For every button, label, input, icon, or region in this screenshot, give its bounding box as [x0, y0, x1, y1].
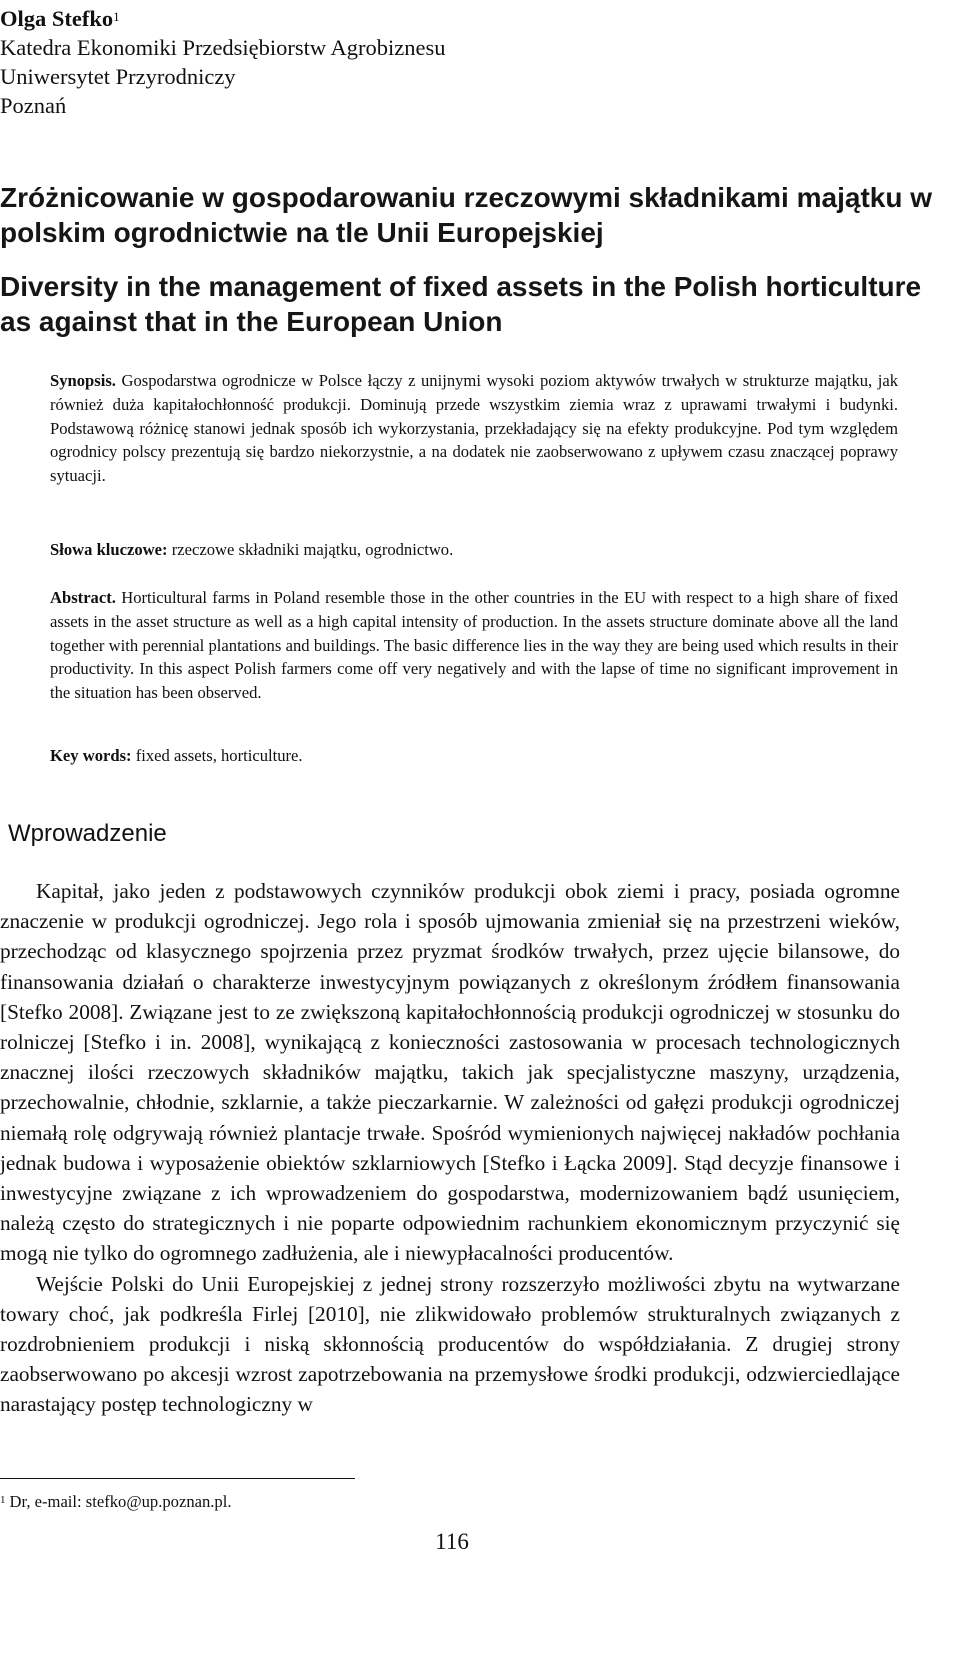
- abstract-label: Abstract.: [50, 588, 116, 607]
- keywords-english-text: fixed assets, horticulture.: [135, 746, 303, 765]
- page-number: 116: [435, 1529, 469, 1554]
- footnote: [0, 1491, 231, 1513]
- keywords-polish: [50, 538, 898, 562]
- synopsis-label: Synopsis.: [50, 371, 116, 390]
- keywords-polish-label: Słowa kluczowe:: [50, 540, 168, 559]
- footnote-separator: [0, 1478, 355, 1479]
- synopsis: [50, 369, 898, 488]
- author-university: Uniwersytet Przyrodniczy: [0, 64, 236, 89]
- abstract-text: Horticultural farms in Poland resemble those in the other countries in the EU with respect to a high share of fixed assets in the asset structure as well as a high capital intensity of production. In the assets structure dominate above all the land together with perennial plantations and buildings. The basic difference lies in the way they are being used which results in their productivity. In this aspect Polish farmers come off very negatively and with the lapse of time no significant improvement in the situation has been observed.: [50, 588, 898, 703]
- keywords-polish-text: rzeczowe składniki majątku, ogrodnictwo.: [171, 540, 454, 559]
- author-name: Olga Stefko: [0, 6, 114, 31]
- paragraph-2: Wejście Polski do Unii Europejskiej z jednej strony rozszerzyło możliwości zbytu na wytwarzane towary choć, jak podkreśla Firlej [2010], nie zlikwidowało problemów strukturalnych związanych z rozdrobnieniem produkcji i niską skłonnością producentów do współdziałania. Z drugiej strony zaobserwowano po akcesji wzrost zapotrzebowania na przemysłowe środki produkcji, odzwierciedlające narastający postęp technologiczny w: [0, 1271, 900, 1417]
- titles-block: [0, 180, 960, 339]
- footnote-text: Dr, e-mail: stefko@up.poznan.pl.: [9, 1492, 232, 1511]
- footnote-mark: 1: [0, 1494, 6, 1506]
- title-english: Diversity in the management of fixed assets in the Polish horticulture as against that in the European Union: [0, 271, 922, 337]
- body-text: [0, 876, 900, 1420]
- keywords-english: [50, 744, 898, 768]
- title-polish: Zróżnicowanie w gospodarowaniu rzeczowymi składnikami majątku w polskim ogrodnictwie na tle Unii Europejskiej: [0, 182, 932, 248]
- synopsis-text: Gospodarstwa ogrodnicze w Polsce łączy z unijnymi wysoki poziom aktywów trwałych w strukturze majątku, jak również duża kapitałochłonność produkcji. Dominują przede wszystkim ziemia wraz z uprawami trwałymi i budynki. Podstawową różnicę stanowi jednak sposób ich wykorzystania, przekładający się na efekty produkcyjne. Pod tym względem ogrodnicy polscy prezentują się bardzo niekorzystnie, a na dodatek nie zaobserwowano z upływem czasu znaczącej poprawy sytuacji.: [50, 371, 898, 486]
- abstract: [50, 586, 898, 705]
- author-name-line: [0, 4, 446, 33]
- keywords-english-label: Key words:: [50, 746, 132, 765]
- author-block: [0, 4, 446, 120]
- author-department: Katedra Ekonomiki Przedsiębiorstw Agrobiznesu: [0, 35, 446, 60]
- paragraph-1: Kapitał, jako jeden z podstawowych czynników produkcji obok ziemi i pracy, posiada ogromne znaczenie w produkcji ogrodniczej. Jego rola i sposób ujmowania zmieniał się na przestrzeni wieków, przechodząc od klasycznego spojrzenia przez pryzmat środków trwałych, przez ujęcie bilansowe, do finansowania działań o charakterze inwestycyjnym powiązanych z określonym źródłem finansowania [Stefko 2008]. Związane jest to ze zwiększoną kapitałochłonnością produkcji ogrodniczej w stosunku do rolniczej [Stefko i in. 2008], wynikającą z konieczności zastosowania w procesach technologicznych znacznej ilości rzeczowych składników majątku, takich jak specjalistyczne maszyny, urządzenia, przechowalnie, chłodnie, szklarnie, a także pieczarkarnie. W zależności od gałęzi produkcji ogrodniczej niemałą rolę odgrywają również plantacje trwałe. Spośród wymienionych najwięcej nakładów pochłania jednak budowa i wyposażenie obiektów szklarniowych [Stefko i Łącka 2009]. Stąd decyzje finansowe i inwestycyjne związane z ich wprowadzeniem do gospodarstwa, modernizowaniem bądź usunięciem, należą często do strategicznych i nie poparte odpowiednim rachunkiem ekonomicznym przyczynić się mogą nie tylko do ogromnego zadłużenia, ale i niewypłacalności producentów.: [0, 879, 900, 1266]
- section-heading: Wprowadzenie: [8, 820, 167, 847]
- author-footnote-mark: 1: [113, 9, 120, 24]
- author-city: Poznań: [0, 93, 67, 118]
